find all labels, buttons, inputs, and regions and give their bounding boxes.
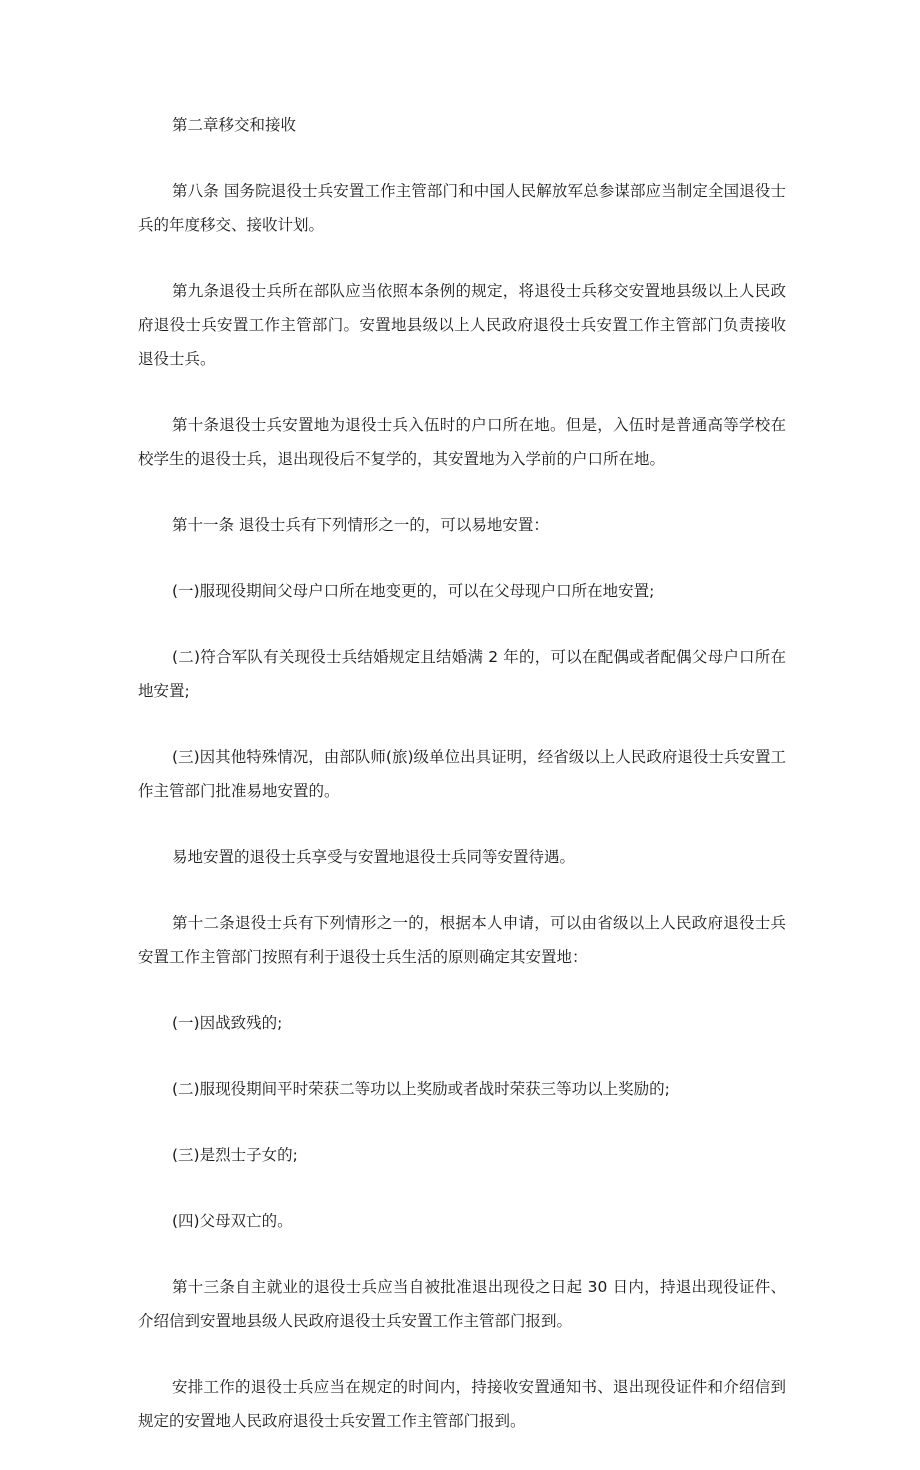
article-9: 第九条退役士兵所在部队应当依照本条例的规定，将退役士兵移交安置地县级以上人民政府退役士兵安置工作主管部门。安置地县级以上人民政府退役士兵安置工作主管部门负责接收退役士兵。 [138, 282, 786, 368]
document-body [138, 108, 786, 1470]
article-11-item-2: (二)符合军队有关现役士兵结婚规定且结婚满 2 年的，可以在配偶或者配偶父母户口所在地安置; [138, 648, 786, 700]
article-11-item-3: (三)因其他特殊情况，由部队师(旅)级单位出具证明，经省级以上人民政府退役士兵安置工作主管部门批准易地安置的。 [138, 748, 786, 800]
article-13: 第十三条自主就业的退役士兵应当自被批准退出现役之日起 30 日内，持退出现役证件、介绍信到安置地县级人民政府退役士兵安置工作主管部门报到。 [138, 1278, 786, 1330]
article-13-second-paragraph: 安排工作的退役士兵应当在规定的时间内，持接收安置通知书、退出现役证件和介绍信到规定的安置地人民政府退役士兵安置工作主管部门报到。 [138, 1378, 786, 1430]
article-12: 第十二条退役士兵有下列情形之一的，根据本人申请，可以由省级以上人民政府退役士兵安置工作主管部门按照有利于退役士兵生活的原则确定其安置地： [138, 914, 786, 966]
article-12-item-3: (三)是烈士子女的; [172, 1146, 298, 1164]
article-12-item-2: (二)服现役期间平时荣获二等功以上奖励或者战时荣获三等功以上奖励的; [172, 1080, 670, 1098]
article-11: 第十一条 退役士兵有下列情形之一的，可以易地安置： [172, 516, 549, 534]
article-10: 第十条退役士兵安置地为退役士兵入伍时的户口所在地。但是，入伍时是普通高等学校在校学生的退役士兵，退出现役后不复学的，其安置地为入学前的户口所在地。 [138, 416, 786, 468]
chapter-heading: 第二章移交和接收 [172, 116, 297, 134]
article-11-note: 易地安置的退役士兵享受与安置地退役士兵同等安置待遇。 [172, 848, 576, 866]
article-8: 第八条 国务院退役士兵安置工作主管部门和中国人民解放军总参谋部应当制定全国退役士兵的年度移交、接收计划。 [138, 182, 786, 234]
article-12-item-4: (四)父母双亡的。 [172, 1212, 293, 1230]
article-12-item-1: (一)因战致残的; [172, 1014, 283, 1032]
article-11-item-1: (一)服现役期间父母户口所在地变更的，可以在父母现户口所在地安置; [172, 582, 655, 600]
